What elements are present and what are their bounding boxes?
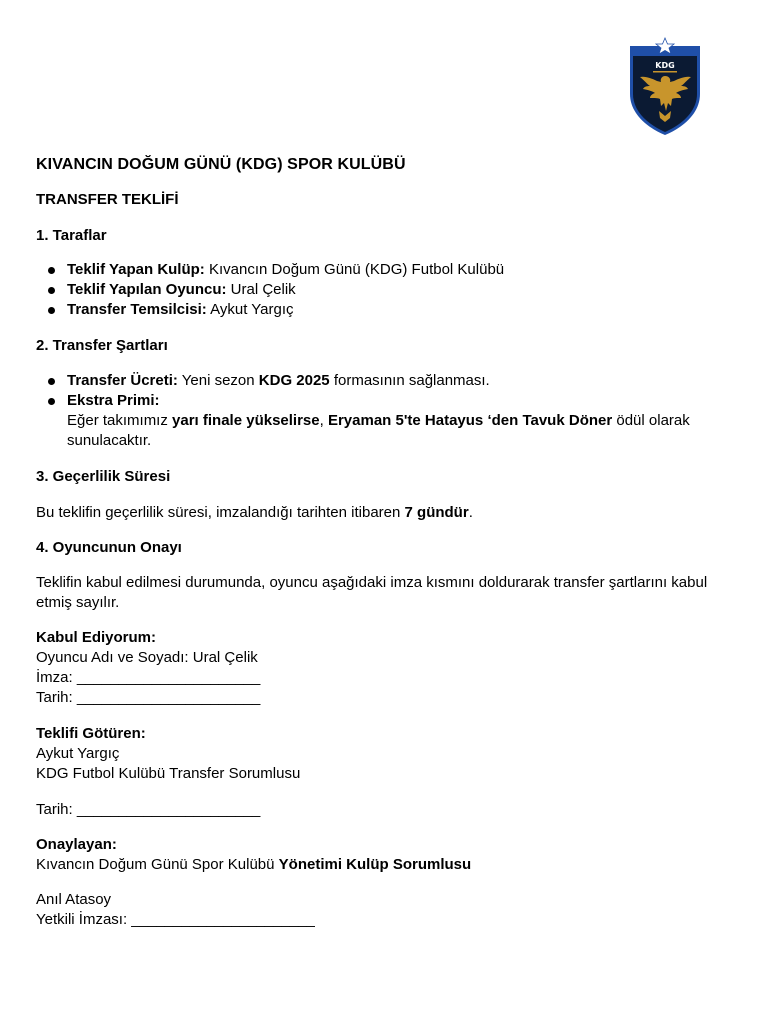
offerer-date-line: Tarih: ______________________ bbox=[36, 801, 261, 818]
list-item: Teklif Yapan Kulüp: Kıvancın Doğum Günü (KDG) Futbol Kulübü bbox=[36, 260, 726, 280]
list-item: Ekstra Primi: Eğer takımımız yarı finale yükselirse, Eryaman 5'te Hatayus ‘den Tavuk Döner ödül olarak sunulacaktır. bbox=[36, 391, 726, 451]
offerer-name: Aykut Yargıç bbox=[36, 745, 120, 762]
document-title: KIVANCIN DOĞUM GÜNÜ (KDG) SPOR KULÜBÜ bbox=[36, 156, 406, 173]
approver-name: Anıl Atasoy bbox=[36, 891, 112, 908]
offerer-block bbox=[36, 724, 300, 784]
parties-list bbox=[36, 260, 726, 320]
list-item: Teklif Yapılan Oyuncu: Ural Çelik bbox=[36, 280, 726, 300]
logo-text: KDG bbox=[655, 61, 675, 70]
acceptance-block bbox=[36, 628, 260, 708]
signature-line: İmza: ______________________ bbox=[36, 669, 261, 686]
section-2-heading: 2. Transfer Şartları bbox=[36, 337, 168, 354]
offerer-role: KDG Futbol Kulübü Transfer Sorumlusu bbox=[36, 765, 301, 782]
list-item: Transfer Temsilcisi: Aykut Yargıç bbox=[36, 300, 726, 320]
section-4-heading: 4. Oyuncunun Onayı bbox=[36, 539, 182, 556]
approver-text: Kıvancın Doğum Günü Spor Kulübü Yönetimi Kulüp Sorumlusu bbox=[36, 856, 472, 873]
section-1-heading: 1. Taraflar bbox=[36, 227, 107, 244]
approver-block bbox=[36, 835, 471, 875]
approver-heading: Onaylayan: bbox=[36, 836, 117, 853]
player-name-line: Oyuncu Adı ve Soyadı: Ural Çelik bbox=[36, 649, 258, 666]
approver-signature-line: Yetkili İmzası: ______________________ bbox=[36, 911, 315, 928]
club-crest-logo bbox=[626, 36, 704, 136]
terms-list bbox=[36, 371, 726, 451]
approval-text: Teklifin kabul edilmesi durumunda, oyuncu aşağıdaki imza kısmını doldurarak transfer şartlarını kabul etmiş sayılır. bbox=[36, 574, 708, 611]
document-subtitle: TRANSFER TEKLİFİ bbox=[36, 191, 179, 208]
date-line: Tarih: ______________________ bbox=[36, 689, 261, 706]
section-3-heading: 3. Geçerlilik Süresi bbox=[36, 468, 171, 485]
validity-text: Bu teklifin geçerlilik süresi, imzalandığı tarihten itibaren 7 gündür. bbox=[36, 504, 473, 521]
acceptance-heading: Kabul Ediyorum: bbox=[36, 629, 157, 646]
offerer-heading: Teklifi Götüren: bbox=[36, 725, 146, 742]
list-item: Transfer Ücreti: Yeni sezon KDG 2025 formasının sağlanması. bbox=[36, 371, 726, 391]
approver-signature-block bbox=[36, 890, 315, 930]
